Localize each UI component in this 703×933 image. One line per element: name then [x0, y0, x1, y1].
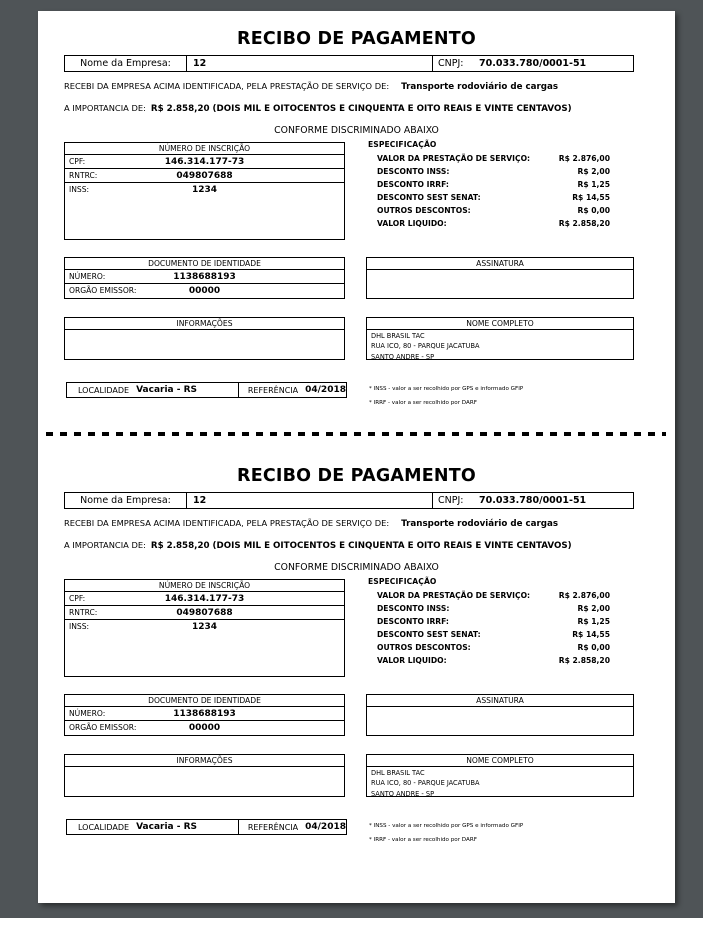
company-name-value-copy2: 12 — [187, 493, 433, 508]
specification-row-inss-discount — [368, 165, 638, 178]
locality-cell — [67, 383, 239, 397]
service-statement-copy2 — [64, 518, 558, 529]
specification-title-copy2: ESPECIFICAÇÃO — [368, 577, 437, 586]
specification-title: ESPECIFICAÇÃO — [368, 140, 437, 149]
net-value-amount: R$ 2.858,20 — [558, 219, 610, 228]
signature-box-header: ASSINATURA — [367, 258, 633, 270]
inss-label: INSS: — [69, 185, 90, 194]
company-header-row-copy2 — [64, 492, 634, 509]
service-value-amount: R$ 2.876,00 — [558, 154, 610, 163]
issuing-agency-value-copy2: 00000 — [188, 723, 221, 733]
footnote-irrf-copy2: * IRRF - valor a ser recolhido por DARF — [369, 837, 477, 843]
amount-statement-value: R$ 2.858,20 (DOIS MIL E OITOCENTOS E CINQUENTA E OITO REAIS E VINTE CENTAVOS) — [150, 104, 572, 114]
identity-number-value: 1138688193 — [173, 272, 236, 282]
reference-cell-copy2 — [239, 820, 346, 834]
receipt-copy-2 — [38, 448, 675, 843]
company-name-label: Nome da Empresa: — [65, 56, 187, 71]
conforme-line-copy2: CONFORME DISCRIMINADO ABAIXO — [274, 562, 439, 573]
inscription-row-rntrc-copy2 — [65, 606, 344, 620]
information-box-header-copy2: INFORMAÇÕES — [65, 755, 344, 767]
cnpj-label: CNPJ: — [438, 58, 464, 69]
bottom-white-strip — [0, 918, 703, 933]
service-statement-value: Transporte rodoviário de cargas — [401, 82, 559, 92]
irrf-discount-amount-copy2: R$ 1,25 — [577, 617, 610, 626]
inss-discount-amount: R$ 2,00 — [577, 167, 610, 176]
inss-discount-label: DESCONTO INSS: — [377, 167, 450, 176]
inscription-row-cpf — [65, 155, 344, 169]
specification-section — [368, 140, 638, 230]
service-statement-label: RECEBI DA EMPRESA ACIMA IDENTIFICADA, PELA PRESTAÇÃO DE SERVIÇO DE: — [64, 81, 390, 91]
specification-row-net-value-copy2 — [368, 654, 638, 667]
cpf-label-copy2: CPF: — [69, 594, 86, 603]
inscription-box-header-copy2: NÚMERO DE INSCRIÇÃO — [65, 580, 344, 592]
company-name-value: 12 — [187, 56, 433, 71]
reference-value: 04/2018 — [305, 385, 346, 395]
inss-value-copy2: 1234 — [191, 622, 218, 632]
amount-statement-copy2 — [64, 540, 572, 551]
inscription-row-inss-copy2 — [65, 620, 344, 634]
locality-value: Vacaria - RS — [136, 385, 198, 395]
irrf-discount-amount: R$ 1,25 — [577, 180, 610, 189]
inscription-number-box-copy2 — [64, 579, 345, 677]
locality-value-copy2: Vacaria - RS — [136, 822, 198, 832]
identity-row-orgao-copy2 — [65, 721, 344, 735]
signature-box-copy2[interactable] — [366, 694, 634, 736]
sest-senat-amount: R$ 14,55 — [572, 193, 610, 202]
specification-row-sest-senat — [368, 191, 638, 204]
amount-statement — [64, 103, 572, 114]
cpf-value-copy2: 146.314.177-73 — [164, 594, 245, 604]
issuing-agency-label-copy2: ORGÃO EMISSOR: — [69, 723, 137, 732]
page-title-copy2: RECIBO DE PAGAMENTO — [237, 466, 476, 486]
full-name-line-3: SANTO ANDRE - SP — [371, 352, 435, 361]
identity-number-label-copy2: NÚMERO: — [69, 709, 106, 718]
identity-row-numero — [65, 270, 344, 284]
inscription-row-rntrc — [65, 169, 344, 183]
amount-statement-value-copy2: R$ 2.858,20 (DOIS MIL E OITOCENTOS E CINQUENTA E OITO REAIS E VINTE CENTAVOS) — [150, 541, 572, 551]
full-name-line-2-copy2: RUA ICO, 80 - PARQUE JACATUBA — [371, 779, 480, 788]
full-name-box-header-copy2: NOME COMPLETO — [367, 755, 633, 767]
information-box-copy2[interactable] — [64, 754, 345, 797]
other-discounts-label-copy2: OUTROS DESCONTOS: — [377, 643, 471, 652]
footnote-inss-copy2: * INSS - valor a ser recolhido por GPS e informado GFIP — [369, 823, 524, 829]
full-name-box-header: NOME COMPLETO — [367, 318, 633, 330]
net-value-label-copy2: VALOR LIQUIDO: — [377, 656, 447, 665]
reference-label-copy2: REFERÊNCIA — [247, 822, 299, 832]
service-statement-value-copy2: Transporte rodoviário de cargas — [401, 519, 559, 529]
identity-row-orgao — [65, 284, 344, 298]
specification-row-service-value-copy2 — [368, 589, 638, 602]
inscription-box-header: NÚMERO DE INSCRIÇÃO — [65, 143, 344, 155]
reference-label: REFERÊNCIA — [247, 385, 299, 395]
inss-value: 1234 — [191, 185, 218, 195]
full-name-box-copy2 — [366, 754, 634, 797]
cnpj-value: 70.033.780/0001-51 — [479, 58, 587, 69]
full-name-line-2: RUA ICO, 80 - PARQUE JACATUBA — [371, 342, 480, 351]
specification-row-service-value — [368, 152, 638, 165]
company-header-row — [64, 55, 634, 72]
identity-number-label: NÚMERO: — [69, 272, 106, 281]
specification-row-net-value — [368, 217, 638, 230]
inss-discount-label-copy2: DESCONTO INSS: — [377, 604, 450, 613]
full-name-lines — [367, 330, 633, 362]
conforme-line: CONFORME DISCRIMINADO ABAIXO — [274, 125, 439, 136]
service-value-label-copy2: VALOR DA PRESTAÇÃO DE SERVIÇO: — [377, 591, 531, 600]
signature-box[interactable] — [366, 257, 634, 299]
cpf-value: 146.314.177-73 — [164, 157, 245, 167]
specification-row-inss-discount-copy2 — [368, 602, 638, 615]
specification-row-other-discounts — [368, 204, 638, 217]
rntrc-label-copy2: RNTRC: — [69, 608, 98, 617]
service-statement-label-copy2: RECEBI DA EMPRESA ACIMA IDENTIFICADA, PELA PRESTAÇÃO DE SERVIÇO DE: — [64, 518, 390, 528]
issuing-agency-label: ORGÃO EMISSOR: — [69, 286, 137, 295]
page-title: RECIBO DE PAGAMENTO — [237, 29, 476, 49]
sest-senat-amount-copy2: R$ 14,55 — [572, 630, 610, 639]
net-value-label: VALOR LIQUIDO: — [377, 219, 447, 228]
inscription-row-inss — [65, 183, 344, 197]
locality-reference-row-copy2 — [66, 819, 347, 835]
identity-document-box — [64, 257, 345, 299]
cut-here-dashed-line — [46, 432, 666, 436]
issuing-agency-value: 00000 — [188, 286, 221, 296]
reference-value-copy2: 04/2018 — [305, 822, 346, 832]
receipt-copy-1 — [38, 11, 675, 406]
identity-box-header: DOCUMENTO DE IDENTIDADE — [65, 258, 344, 270]
full-name-line-1: DHL BRASIL TAC — [371, 332, 425, 340]
amount-statement-label: A IMPORTANCIA DE: — [64, 103, 146, 113]
amount-statement-label-copy2: A IMPORTANCIA DE: — [64, 540, 146, 550]
rntrc-label: RNTRC: — [69, 171, 98, 180]
full-name-line-3-copy2: SANTO ANDRE - SP — [371, 789, 435, 798]
service-statement — [64, 81, 558, 92]
other-discounts-amount-copy2: R$ 0,00 — [577, 643, 610, 652]
locality-label-copy2: LOCALIDADE — [78, 822, 130, 832]
signature-box-header-copy2: ASSINATURA — [367, 695, 633, 707]
footnote-inss: * INSS - valor a ser recolhido por GPS e informado GFIP — [369, 386, 524, 392]
rntrc-value-copy2: 049807688 — [176, 608, 233, 618]
inss-label-copy2: INSS: — [69, 622, 90, 631]
identity-box-header-copy2: DOCUMENTO DE IDENTIDADE — [65, 695, 344, 707]
inscription-row-cpf-copy2 — [65, 592, 344, 606]
specification-section-copy2 — [368, 577, 638, 667]
rntrc-value: 049807688 — [176, 171, 233, 181]
information-box[interactable] — [64, 317, 345, 360]
specification-row-irrf-discount-copy2 — [368, 615, 638, 628]
sest-senat-label-copy2: DESCONTO SEST SENAT: — [377, 630, 481, 639]
locality-reference-row — [66, 382, 347, 398]
footnote-irrf: * IRRF - valor a ser recolhido por DARF — [369, 400, 477, 406]
footnotes-copy2 — [369, 819, 649, 847]
full-name-line-1-copy2: DHL BRASIL TAC — [371, 769, 425, 777]
footnotes — [369, 382, 649, 410]
full-name-box — [366, 317, 634, 360]
other-discounts-label: OUTROS DESCONTOS: — [377, 206, 471, 215]
cnpj-label-copy2: CNPJ: — [438, 495, 464, 506]
identity-row-numero-copy2 — [65, 707, 344, 721]
locality-cell-copy2 — [67, 820, 239, 834]
identity-number-value-copy2: 1138688193 — [173, 709, 236, 719]
information-box-header: INFORMAÇÕES — [65, 318, 344, 330]
company-name-label-copy2: Nome da Empresa: — [65, 493, 187, 508]
identity-document-box-copy2 — [64, 694, 345, 736]
inss-discount-amount-copy2: R$ 2,00 — [577, 604, 610, 613]
service-value-label: VALOR DA PRESTAÇÃO DE SERVIÇO: — [377, 154, 531, 163]
cpf-label: CPF: — [69, 157, 86, 166]
specification-row-sest-senat-copy2 — [368, 628, 638, 641]
document-page — [38, 11, 675, 903]
service-value-amount-copy2: R$ 2.876,00 — [558, 591, 610, 600]
irrf-discount-label-copy2: DESCONTO IRRF: — [377, 617, 449, 626]
locality-label: LOCALIDADE — [78, 385, 130, 395]
irrf-discount-label: DESCONTO IRRF: — [377, 180, 449, 189]
full-name-lines-copy2 — [367, 767, 633, 799]
specification-row-irrf-discount — [368, 178, 638, 191]
specification-row-other-discounts-copy2 — [368, 641, 638, 654]
cnpj-value-copy2: 70.033.780/0001-51 — [479, 495, 587, 506]
sest-senat-label: DESCONTO SEST SENAT: — [377, 193, 481, 202]
other-discounts-amount: R$ 0,00 — [577, 206, 610, 215]
net-value-amount-copy2: R$ 2.858,20 — [558, 656, 610, 665]
inscription-number-box — [64, 142, 345, 240]
reference-cell — [239, 383, 346, 397]
